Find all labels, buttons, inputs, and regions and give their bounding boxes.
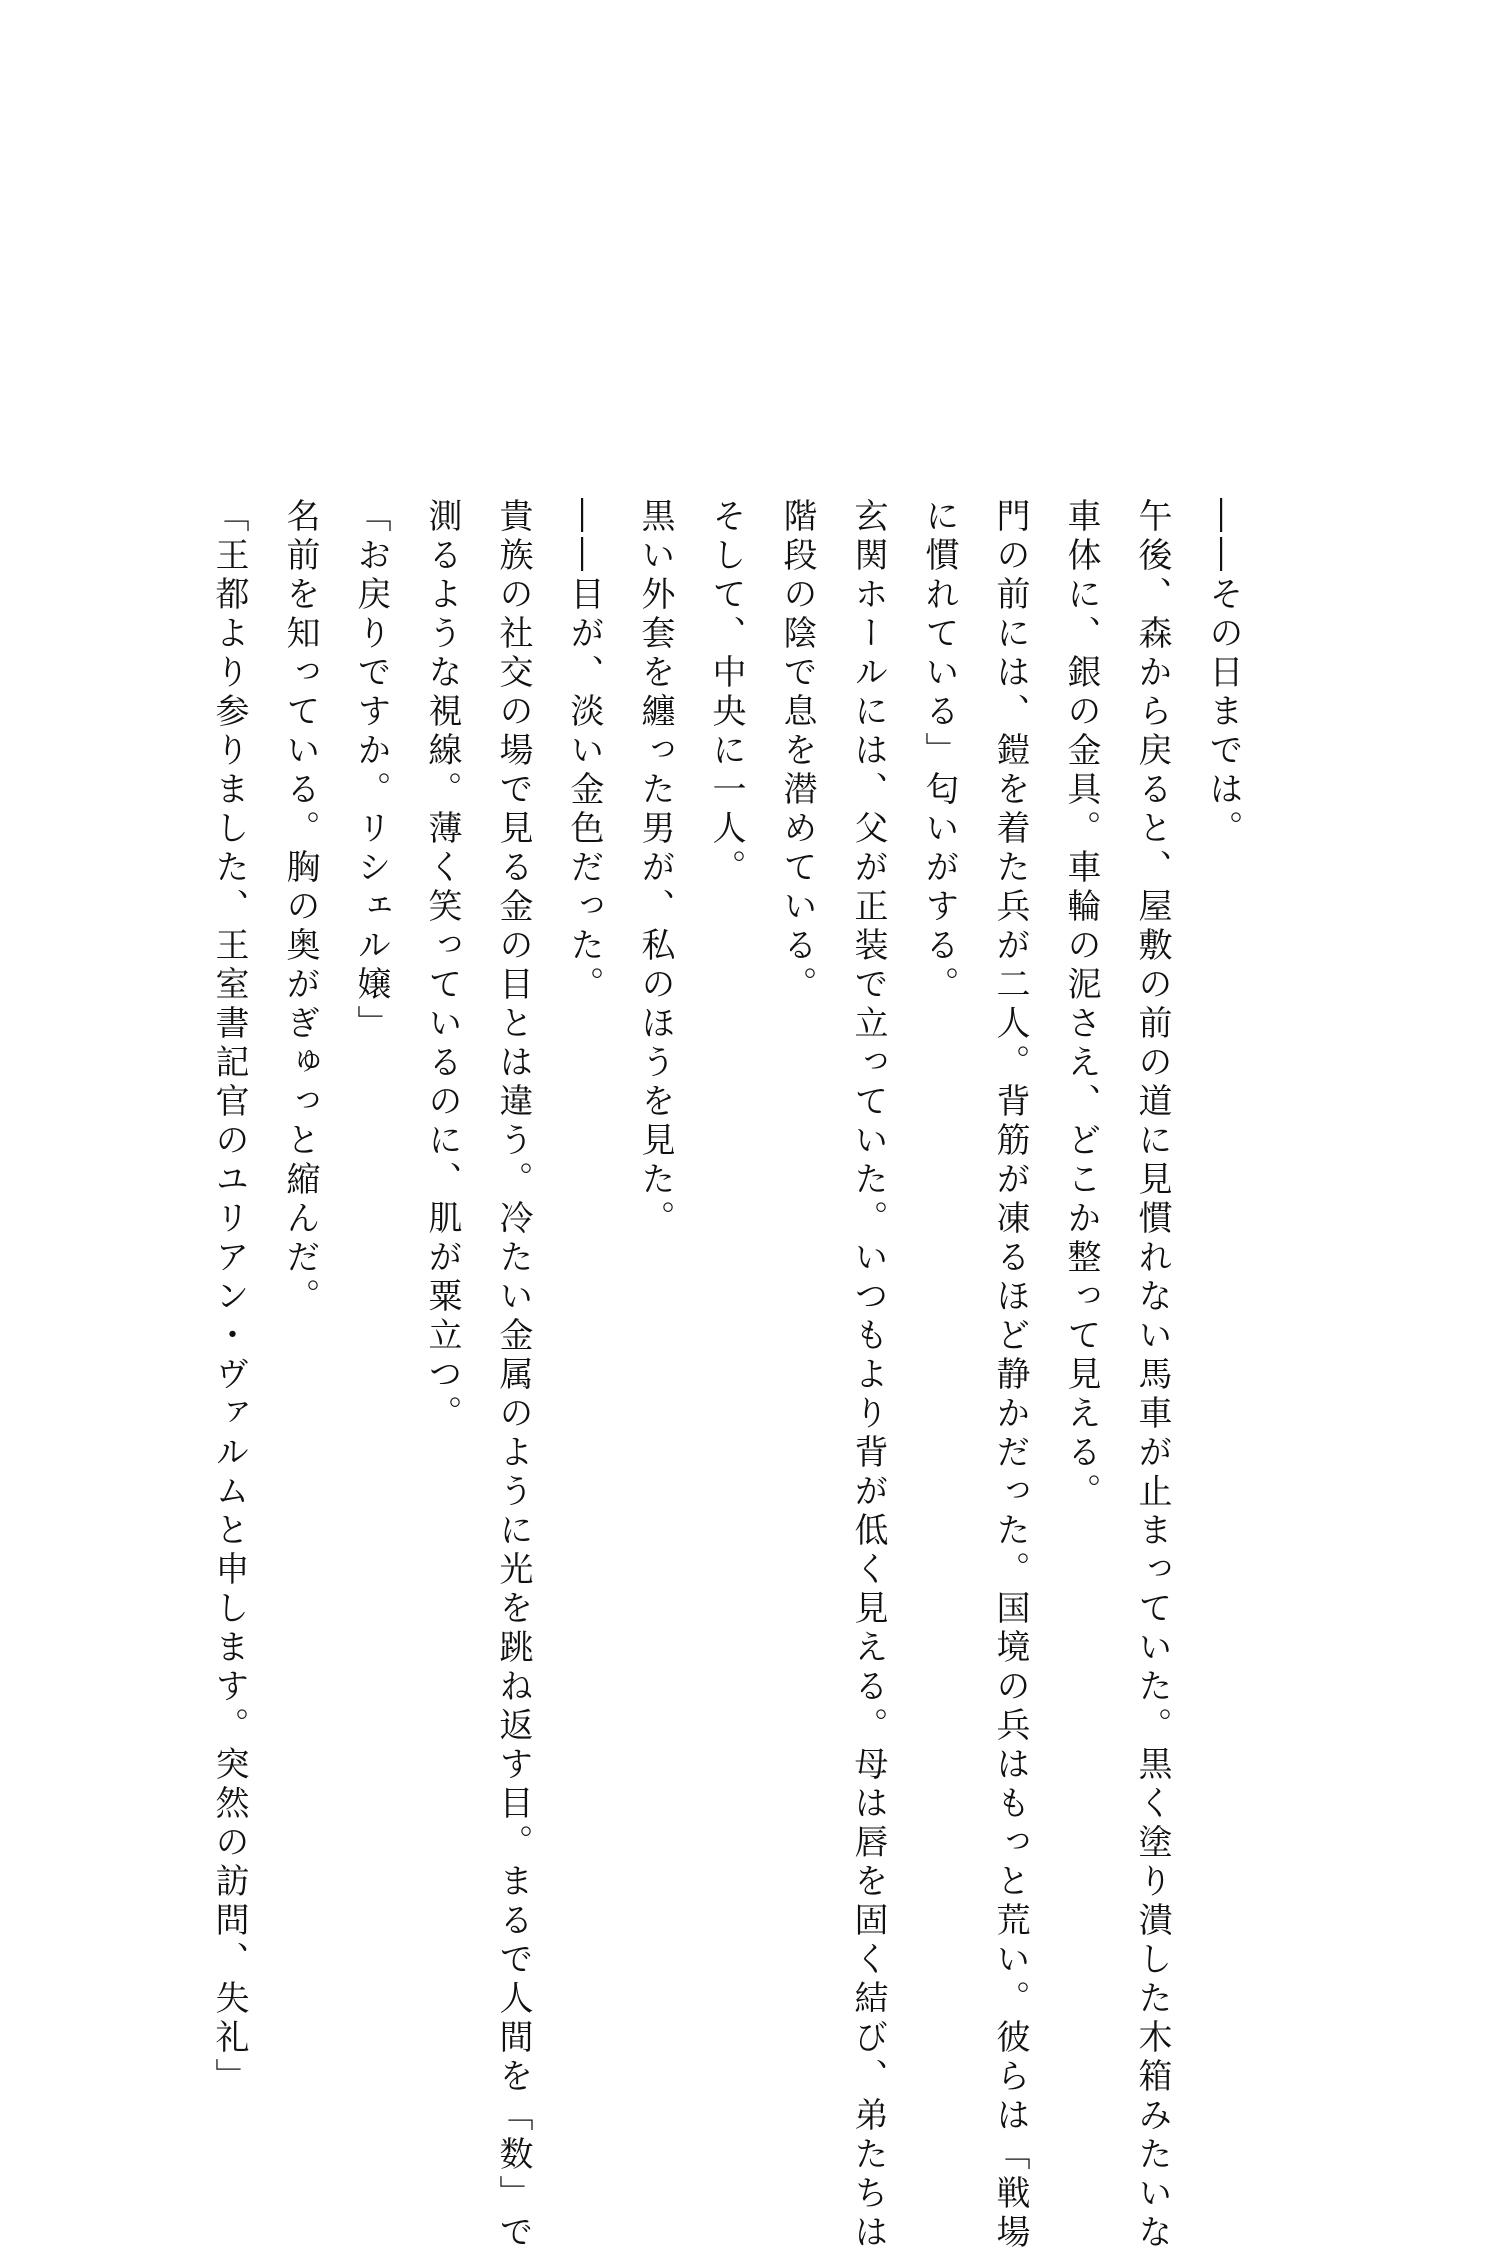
vertical-text-block — [209, 498, 1258, 2253]
text-line-12: 測るような視線。薄く笑っているのに、肌が粟立つ。 — [422, 498, 462, 1434]
text-line-11: 貴族の社交の場で見る金の目とは違う。冷たい金属のように光を跳ね返す目。まるで人間を「数」で — [493, 498, 533, 2253]
text-line-13: 「お戻りですか。リシェル嬢」 — [351, 498, 391, 1044]
text-line-8: そして、中央に一人。 — [706, 498, 746, 888]
text-line-6: 玄関ホールには、父が正装で立っていた。いつもより背が低く見える。母は唇を固く結び、弟たちは — [848, 498, 888, 2253]
text-line-1: ――その日までは。 — [1203, 498, 1243, 849]
text-line-7: 階段の陰で息を潜めている。 — [777, 498, 817, 1005]
text-line-15: 「王都より参りました、王室書記官のユリアン・ヴァルムと申します。突然の訪問、失礼」 — [209, 498, 249, 2097]
text-line-4: 門の前には、鎧を着た兵が二人。背筋が凍るほど静かだった。国境の兵はもっと荒い。彼らは「戦場 — [990, 498, 1030, 2253]
text-line-5: に慣れている」匂いがする。 — [919, 498, 959, 1005]
text-line-10: ――目が、淡い金色だった。 — [564, 498, 604, 1005]
text-line-2: 午後、森から戻ると、屋敷の前の道に見慣れない馬車が止まっていた。黒く塗り潰した木箱みたいな — [1132, 498, 1172, 2253]
text-line-3: 車体に、銀の金具。車輪の泥さえ、どこか整って見える。 — [1061, 498, 1101, 1512]
text-line-9: 黒い外套を纏った男が、私のほうを見た。 — [635, 498, 675, 1239]
text-line-14: 名前を知っている。胸の奥がぎゅっと縮んだ。 — [280, 498, 320, 1317]
